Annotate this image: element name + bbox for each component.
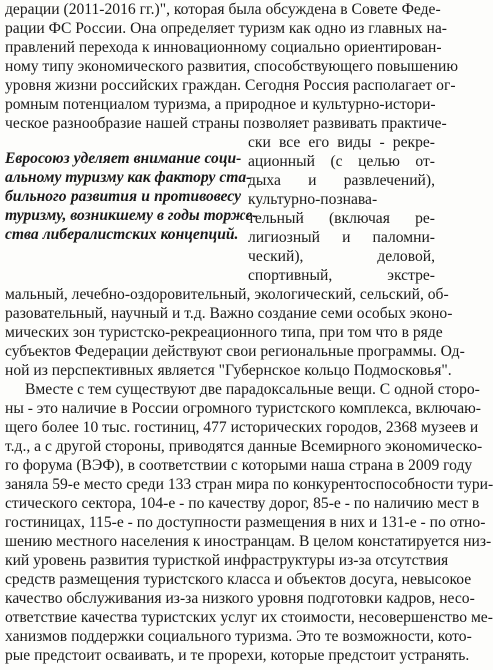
text-line: ационный (с целью от- (248, 153, 435, 170)
text-line: заняла 59-е место среди 133 стран мира по конкурентоспособности тури- (5, 476, 493, 493)
text-line: качество обслуживания из-за низкого уровня подготовки кадров, несо- (5, 590, 475, 607)
text-line: шению местного населения к иностранцам. В целом констатируется низ- (5, 533, 492, 550)
text-line: ному типу экономического развития, способствующего повышению (5, 58, 459, 75)
text-line: гостиницах, 115-е - по доступности размещения в них и 131-е - по отно- (5, 514, 486, 531)
text-line: кий уровень развития туристкой инфраструктуры из-за отсутствия (5, 552, 449, 569)
text-line: Вместе с тем существуют две парадоксальные вещи. С одной сторо- (25, 381, 480, 398)
text-line: рые предстоит осваивать, и те прорехи, которые предстоит устранять. (5, 647, 470, 664)
pull-quote-line: бильного развития и противовесу (5, 188, 241, 205)
text-line: ханизмов поддержки социального туризма. Это те возможности, кото- (5, 628, 472, 645)
text-line: средств размещения туристского класса и объектов досуга, невысокое (5, 571, 472, 588)
text-line: рации ФС России. Она определяет туризм как одно из главных на- (5, 20, 447, 37)
text-line: ческое разнообразие нашей страны позволяет развивать практиче- (5, 115, 447, 132)
text-line: дыха и развлечений), (248, 172, 435, 189)
text-line: субъектов Федерации действуют свои региональные программы. Од- (5, 343, 465, 360)
text-line: ответствие качества туристских услуг их стоимости, несовершенство ме- (5, 609, 493, 626)
text-line: правлений перехода к инновационному социально ориентирован- (5, 39, 442, 56)
text-line: спортивный, экстре- (248, 267, 435, 284)
pull-quote-line: туризму, возникшему в годы торже- (5, 207, 258, 224)
text-line: ческий), деловой, (248, 248, 435, 265)
text-line: го форума (ВЭФ), в соответствии с которыми наша страна в 2009 году (5, 457, 473, 474)
text-line: мальный, лечебно-оздоровительный, экологический, сельский, об- (5, 286, 449, 303)
pull-quote (5, 149, 258, 244)
pull-quote-line: Евросоюз уделяет внимание соци- (5, 150, 242, 167)
text-line: дерации (2011-2016 гг.)", которая была обсуждена в Совете Феде- (5, 1, 441, 18)
text-line: лигиозный и паломни- (248, 229, 435, 246)
text-line: культурно-познава- (248, 191, 378, 208)
text-line: щего более 10 тыс. гостиниц, 477 исторических городов, 2368 музеев и (5, 419, 479, 436)
pull-quote-line: альному туризму как фактору ста- (5, 169, 252, 186)
text-line: т.д., а с другой стороны, приводятся данные Всемирного экономическо- (5, 438, 483, 455)
text-line: ны - это наличие в России огромного туристского комплекса, включаю- (5, 400, 481, 417)
text-line: ски все его виды - рекре- (248, 134, 435, 151)
text-line: ной из перспективных является "Губернское кольцо Подмосковья". (5, 362, 452, 379)
text-line: тельный (включая ре- (248, 210, 435, 227)
text-line: мических зон туристско-рекреационного типа, при том что в ряде (5, 324, 443, 341)
text-line: разовательный, научный и т.д. Важно создание семи особых эконо- (5, 305, 453, 322)
text-line: уровня жизни российских граждан. Сегодня Россия располагает ог- (5, 77, 456, 94)
pull-quote-line: ства либералистских концепций. (5, 226, 239, 243)
text-line: стического сектора, 104-е - по качеству дорог, 85-е - по наличию мест в (5, 495, 480, 512)
text-line: ромным потенциалом туризма, а природное и культурно-истори- (5, 96, 436, 113)
